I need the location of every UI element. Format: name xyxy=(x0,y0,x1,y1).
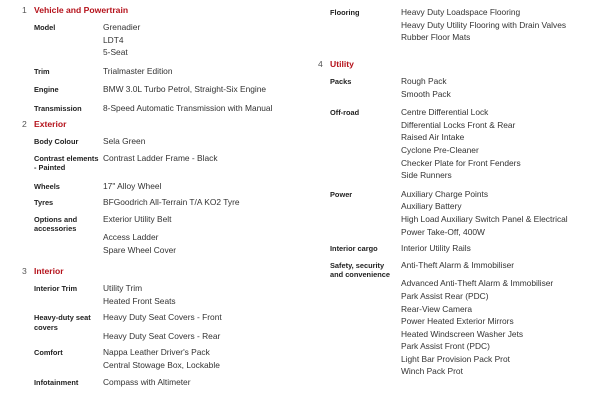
section-exterior xyxy=(0,117,300,261)
spec-value: Access Ladder xyxy=(103,232,159,243)
spec-values xyxy=(401,242,600,255)
spec-value: Auxiliary Battery xyxy=(401,201,462,212)
spec-row-interior-trim xyxy=(0,282,300,307)
spec-row-contrast-elements xyxy=(0,152,300,176)
spec-values xyxy=(103,152,300,165)
spec-values xyxy=(103,135,300,148)
spec-value: Cyclone Pre-Cleaner xyxy=(401,144,479,155)
spec-value: Rubber Floor Mats xyxy=(401,32,471,43)
spec-value: Grenadier xyxy=(103,22,141,32)
spec-row-tyres xyxy=(0,196,300,209)
spec-value: Heavy Duty Seat Covers - Front xyxy=(103,312,222,323)
section-title: Utility xyxy=(330,59,354,69)
section-header xyxy=(0,264,300,278)
spec-values xyxy=(401,259,600,378)
spec-label: Comfort xyxy=(34,348,63,358)
spec-value: Interior Utility Rails xyxy=(401,243,471,254)
spec-row-safety-security-convenience xyxy=(300,259,600,378)
spec-value: Rear-View Camera xyxy=(401,303,473,314)
section-title: Exterior xyxy=(34,119,67,129)
spec-values xyxy=(401,6,600,44)
spec-row-infotainment xyxy=(0,376,300,389)
spec-value: Anti-Theft Alarm & Immobiliser xyxy=(401,259,515,270)
spec-row-options-accessories xyxy=(0,213,300,257)
spec-label: Interior cargo xyxy=(330,244,378,254)
section-number: 1 xyxy=(22,5,27,15)
spec-label: Options and accessories xyxy=(34,214,78,234)
section-title: Interior xyxy=(34,266,64,276)
spec-values xyxy=(103,102,300,115)
spec-values xyxy=(103,180,300,193)
spec-row-transmission xyxy=(0,102,300,115)
spec-values xyxy=(103,213,300,257)
spec-value: BMW 3.0L Turbo Petrol, Straight-Six Engine xyxy=(103,84,267,95)
spec-label: Engine xyxy=(34,85,59,95)
spec-value: Raised Air Intake xyxy=(401,132,465,143)
spec-value: LDT4 xyxy=(103,34,124,45)
spec-value: Contrast Ladder Frame - Black xyxy=(103,152,218,163)
spec-value: 8-Speed Automatic Transmission with Manual xyxy=(103,102,273,113)
spec-values xyxy=(103,311,300,342)
spec-value: Park Assist Front (PDC) xyxy=(401,341,490,352)
section-vehicle-powertrain xyxy=(0,3,300,119)
spec-row-engine xyxy=(0,83,300,96)
spec-value: BFGoodrich All-Terrain T/A KO2 Tyre xyxy=(103,197,240,208)
spec-value: High Load Auxiliary Switch Panel & Electrical xyxy=(401,213,568,224)
spec-label: Packs xyxy=(330,77,352,86)
spec-value: Heavy Duty Loadspace Flooring xyxy=(401,7,521,17)
spec-row-off-road xyxy=(300,106,600,182)
section-title: Vehicle and Powertrain xyxy=(34,5,129,15)
spec-value: Light Bar Provision Pack Prot xyxy=(401,353,510,364)
section-interior xyxy=(0,264,300,392)
spec-label: Infotainment xyxy=(34,377,79,387)
spec-label: Transmission xyxy=(34,103,82,113)
spec-row-power xyxy=(300,188,600,238)
spec-label: Wheels xyxy=(34,181,60,191)
spec-row-comfort xyxy=(0,346,300,371)
spec-value: Rough Pack xyxy=(401,76,447,86)
spec-value: Heated Windscreen Washer Jets xyxy=(401,328,524,339)
spec-value: Differential Locks Front & Rear xyxy=(401,119,516,130)
spec-label: Model xyxy=(34,23,56,32)
spec-value: Power Take-Off, 400W xyxy=(401,226,485,237)
spec-value: Advanced Anti-Theft Alarm & Immobiliser xyxy=(401,278,554,289)
spec-label: Body Colour xyxy=(34,137,79,146)
spec-value: Checker Plate for Front Fenders xyxy=(401,157,521,168)
spec-value: Park Assist Rear (PDC) xyxy=(401,290,489,301)
spec-values xyxy=(401,106,600,182)
section-flooring-continued xyxy=(300,6,600,48)
spec-label: Contrast elements - Painted xyxy=(34,153,99,173)
spec-row-body-colour xyxy=(0,135,300,148)
spec-value: Nappa Leather Driver's Pack xyxy=(103,347,210,358)
spec-value: Smooth Pack xyxy=(401,88,451,99)
spec-row-packs xyxy=(300,75,600,100)
spec-label: Power xyxy=(330,189,353,199)
spec-label: Interior Trim xyxy=(34,284,78,293)
spec-row-wheels xyxy=(0,180,300,193)
spec-row-model xyxy=(0,21,300,59)
spec-label: Safety, security and convenience xyxy=(330,260,390,280)
section-number: 3 xyxy=(22,266,27,276)
spec-values xyxy=(103,376,300,389)
spec-label: Trim xyxy=(34,66,50,76)
spec-value: Side Runners xyxy=(401,170,452,181)
spec-label: Flooring xyxy=(330,8,360,17)
section-header xyxy=(0,3,300,17)
spec-value: 17" Alloy Wheel xyxy=(103,180,162,191)
spec-value: Compass with Altimeter xyxy=(103,376,191,387)
section-header xyxy=(0,117,300,131)
spec-value: Exterior Utility Belt xyxy=(103,213,172,224)
spec-value: Central Stowage Box, Lockable xyxy=(103,359,220,370)
spec-value: Heavy Duty Utility Flooring with Drain Valves xyxy=(401,19,567,30)
spec-values xyxy=(103,196,300,209)
spec-value: Utility Trim xyxy=(103,283,143,293)
spec-row-interior-cargo xyxy=(300,242,600,255)
spec-value: Centre Differential Lock xyxy=(401,107,489,118)
spec-value: Heavy Duty Seat Covers - Rear xyxy=(103,330,221,341)
spec-value: Power Heated Exterior Mirrors xyxy=(401,316,514,327)
section-number: 4 xyxy=(318,59,323,69)
section-utility xyxy=(300,57,600,382)
spec-row-trim xyxy=(0,65,300,78)
spec-value: Winch Pack Prot xyxy=(401,366,463,377)
spec-value: Auxiliary Charge Points xyxy=(401,188,489,199)
spec-value: Spare Wheel Cover xyxy=(103,244,177,255)
spec-values xyxy=(103,21,300,59)
spec-label: Off-road xyxy=(330,108,360,118)
spec-values xyxy=(401,188,600,238)
spec-values xyxy=(401,75,600,100)
spec-row-flooring xyxy=(300,6,600,44)
spec-row-heavy-duty-seat-covers xyxy=(0,311,300,342)
spec-label: Tyres xyxy=(34,198,54,208)
spec-value: Sela Green xyxy=(103,136,146,146)
spec-values xyxy=(103,346,300,371)
spec-label: Heavy-duty seat covers xyxy=(34,313,91,332)
spec-value: Trialmaster Edition xyxy=(103,65,173,76)
section-number: 2 xyxy=(22,119,27,129)
spec-value: 5-Seat xyxy=(103,47,128,58)
section-header xyxy=(300,57,600,71)
spec-values xyxy=(103,83,300,96)
spec-value: Heated Front Seats xyxy=(103,295,176,306)
spec-values xyxy=(103,282,300,307)
spec-values xyxy=(103,65,300,78)
